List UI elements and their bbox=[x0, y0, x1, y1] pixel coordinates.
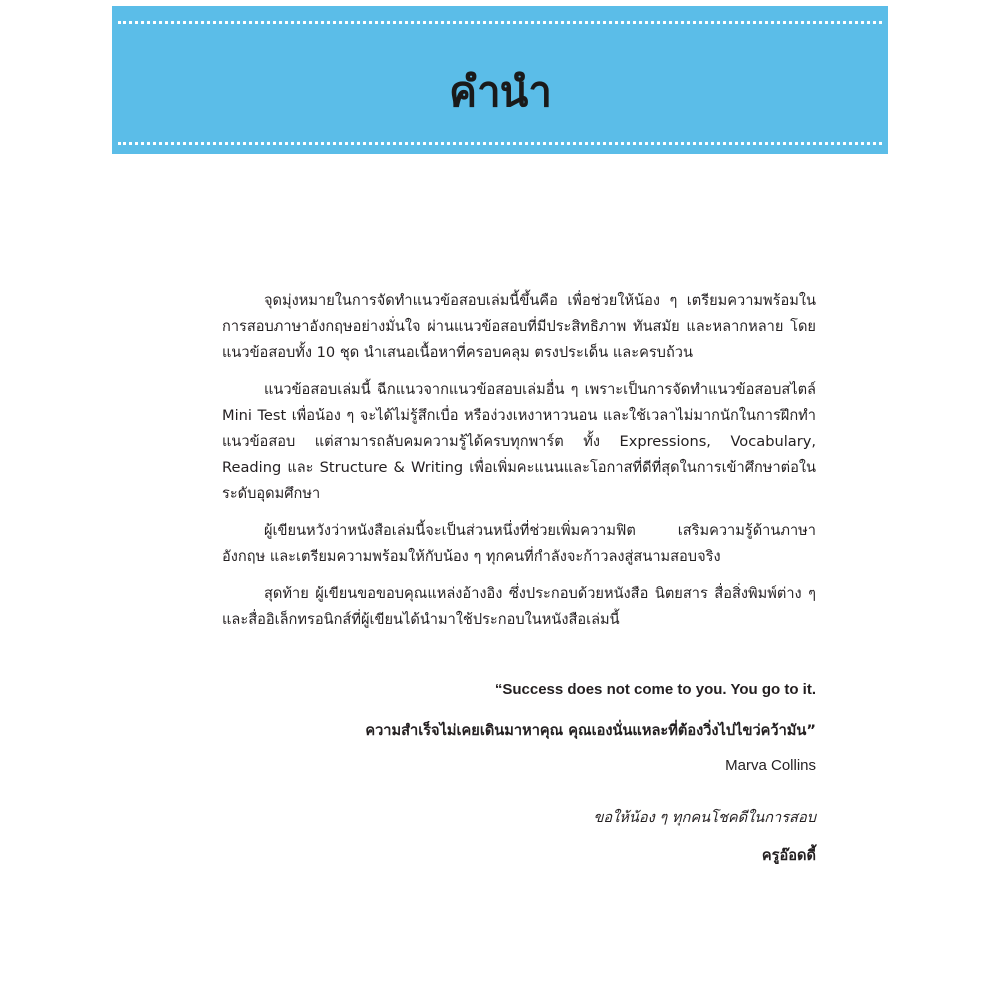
closing-wish: ขอให้น้อง ๆ ทุกคนโชคดีในการสอบ bbox=[593, 809, 816, 826]
title-banner bbox=[112, 6, 888, 154]
quote-author: Marva Collins bbox=[725, 757, 816, 774]
banner-stitch-top bbox=[118, 21, 882, 24]
paragraph-thanks: สุดท้าย ผู้เขียนขอขอบคุณแหล่งอ้างอิง ซึ่งประกอบด้วยหนังสือ นิตยสาร สื่อสิ่งพิมพ์ต่าง ๆ และสื่ออิเล็กทรอนิกส์ที่ผู้เขียนได้นำมาใช้ประกอบในหนังสือเล่มนี้ bbox=[222, 585, 816, 628]
banner-stitch-bottom bbox=[118, 142, 882, 145]
paragraph-mini-test: แนวข้อสอบเล่มนี้ ฉีกแนวจากแนวข้อสอบเล่มอื่น ๆ เพราะเป็นการจัดทำแนวข้อสอบสไตล์ Mini Test เพื่อน้อง ๆ จะได้ไม่รู้สึกเบื่อ หรือง่วงเหงาหาวนอน และใช้เวลาไม่มากนักในการฝึกทำแนวข้อสอบ แต่สามารถลับคมความรู้ได้ครบทุกพาร์ต ทั้ง Expressions, Vocabulary, Reading และ Structure & Writing เพื่อเพิ่มคะแนนและโอกาสที่ดีที่สุดในการเข้าศึกษาต่อในระดับอุดมศึกษา bbox=[222, 381, 816, 502]
quote-thai: ความสำเร็จไม่เคยเดินมาหาคุณ คุณเองนั่นแหละที่ต้องวิ่งไปไขว่คว้ามัน” bbox=[365, 722, 816, 739]
preface-body bbox=[222, 288, 816, 644]
page-title: คำนำ bbox=[449, 67, 551, 116]
quote-english: “Success does not come to you. You go to it. bbox=[494, 681, 816, 698]
author-signature: ครูอ๊อดดี้ bbox=[761, 847, 816, 864]
paragraph-hope: ผู้เขียนหวังว่าหนังสือเล่มนี้จะเป็นส่วนหนึ่งที่ช่วยเพิ่มความฟิต เสริมความรู้ด้านภาษาอังกฤษ และเตรียมความพร้อมให้กับน้อง ๆ ทุกคนที่กำลังจะก้าวลงสู่สนามสอบจริง bbox=[222, 522, 816, 565]
paragraph-purpose: จุดมุ่งหมายในการจัดทำแนวข้อสอบเล่มนี้ขึ้นคือ เพื่อช่วยให้น้อง ๆ เตรียมความพร้อมในการสอบภาษาอังกฤษอย่างมั่นใจ ผ่านแนวข้อสอบที่มีประสิทธิภาพ ทันสมัย และหลากหลาย โดยแนวข้อสอบทั้ง 10 ชุด นำเสนอเนื้อหาที่ครอบคลุม ตรงประเด็น และครบถ้วน bbox=[222, 292, 816, 361]
